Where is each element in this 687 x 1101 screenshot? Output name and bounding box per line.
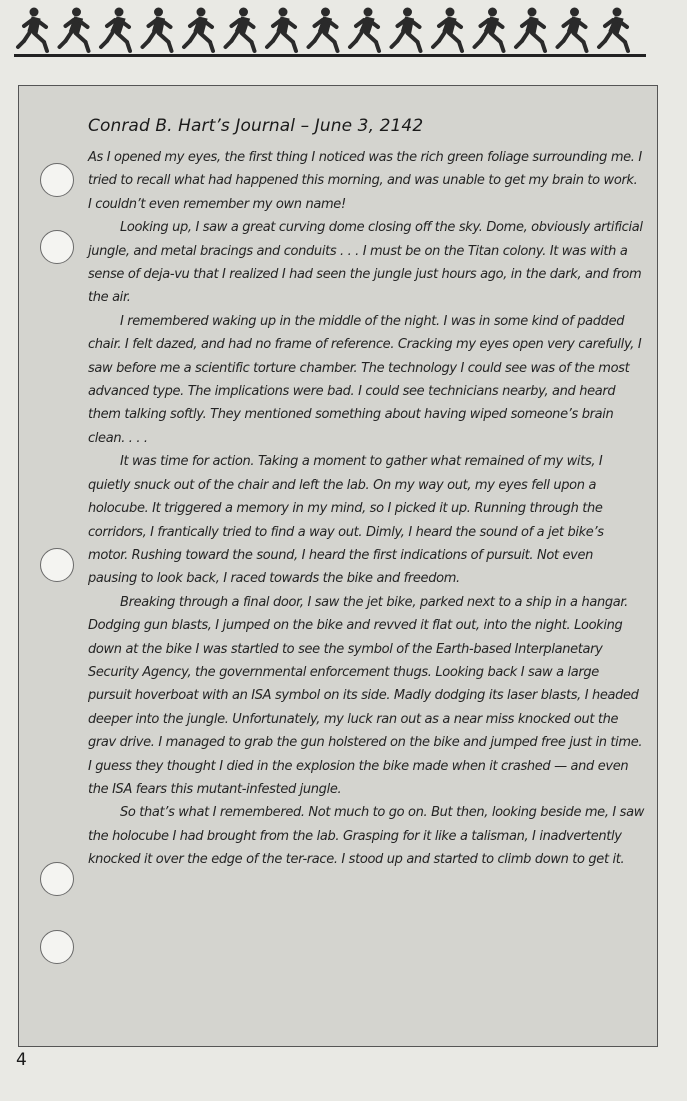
header-banner <box>0 0 687 60</box>
punch-hole <box>40 548 74 582</box>
running-figure-icon <box>475 8 504 51</box>
page-number: 4 <box>16 1050 27 1070</box>
journal-paragraph: So that’s what I remembered. Not much to go on. But then, looking beside me, I saw the holocube I had brought from the lab. Grasping for it like a talisman, I inadvertently knocked it over the edge of the ter-race. I stood up and started to climb down to get it. <box>88 805 644 868</box>
running-figure-icon <box>558 8 587 51</box>
header-rule <box>14 54 646 57</box>
journal-paragraph: It was time for action. Taking a moment to gather what remained of my wits, I quietly snuck out of the chair and left the lab. On my way out, my eyes fell upon a holocube. It triggered a memory in my mind, so I picked it up. Running through the corridors, I frantically tried to find a way out. Dimly, I heard the sound of a jet bike’s motor. Rushing toward the sound, I heard the first indications of pursuit. Not even pausing to look back, I raced towards the bike and freedom. <box>88 454 604 587</box>
running-figure-icon <box>267 8 296 51</box>
journal-paragraph: Breaking through a final door, I saw the jet bike, parked next to a ship in a hangar. Dodging gun blasts, I jumped on the bike and revved it flat out, into the night. Looking down at the bike I was startled to see the symbol of the Earth-based Interplanetary Security Agency, the governmental enforcement thugs. Looking back I saw a large pursuit hoverboat with an ISA symbol on its side. Madly dodging its laser blasts, I headed deeper into the jungle. Unfortunately, my luck ran out as a near miss knocked out the grav drive. I managed to grab the gun holstered on the bike and jumped free just in time. I guess they thought I died in the explosion the bike made when it crashed — and even the ISA fears this mutant-infested jungle. <box>88 594 643 797</box>
running-figure-icon <box>184 8 213 51</box>
running-figures-decoration <box>0 0 687 60</box>
running-figure-icon <box>516 8 545 51</box>
running-figure-icon <box>143 8 172 51</box>
running-figure-icon <box>392 8 421 51</box>
running-figure-icon <box>18 8 47 51</box>
running-figure-icon <box>433 8 462 51</box>
journal-paragraph: I remembered waking up in the middle of the night. I was in some kind of padded chair. I felt dazed, and had no frame of reference. Cracking my eyes open very carefully, I saw before me a scientific torture chamber. The technology I could see was of the most advanced type. The implications were bad. I could see technicians nearby, and heard them talking softly. They mentioned something about having wiped someone’s brain clean. . . . <box>88 313 642 446</box>
punch-hole <box>40 862 74 896</box>
punch-hole <box>40 163 74 197</box>
journal-paragraph: As I opened my eyes, the first thing I noticed was the rich green foliage surrounding me. I tried to recall what had happened this morning, and was unable to get my brain to work. I couldn’t even remember my own name! <box>88 150 642 212</box>
running-figure-icon <box>599 8 628 51</box>
running-figure-icon <box>101 8 130 51</box>
running-figure-icon <box>226 8 255 51</box>
running-figure-icon <box>309 8 338 51</box>
journal-title: Conrad B. Hart’s Journal – June 3, 2142 <box>88 116 424 136</box>
running-figure-icon <box>350 8 379 51</box>
punch-hole <box>40 930 74 964</box>
punch-hole <box>40 230 74 264</box>
running-figure-icon <box>60 8 89 51</box>
journal-paragraph: Looking up, I saw a great curving dome closing off the sky. Dome, obviously artificial jungle, and metal bracings and conduits . . . I must be on the Titan colony. It was with a sense of deja-vu that I realized I had seen the jungle just hours ago, in the dark, and from the air. <box>88 220 643 306</box>
journal-entry <box>88 116 644 872</box>
